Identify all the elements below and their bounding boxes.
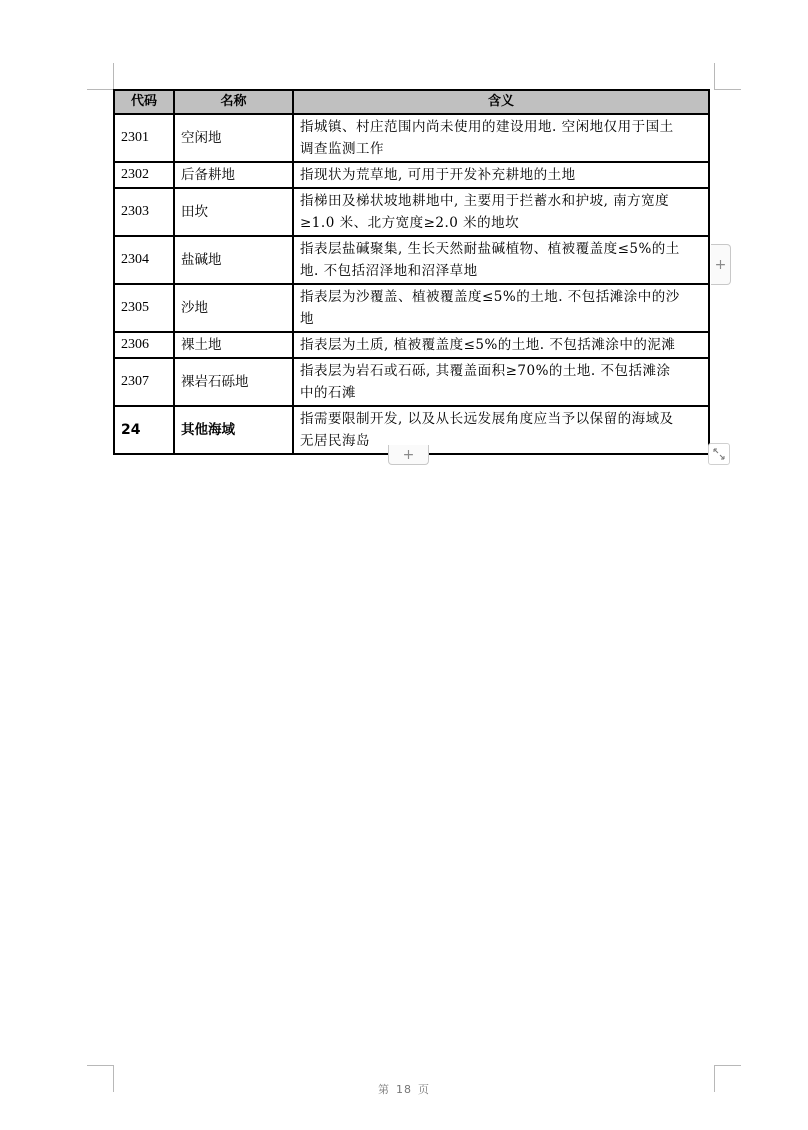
meaning-line: 指梯田及梯状坡地耕地中, 主要用于拦蓄水和护坡, 南方宽度 <box>300 193 670 209</box>
cell-meaning[interactable] <box>293 114 709 162</box>
cell-name[interactable]: 后备耕地 <box>174 162 293 188</box>
cell-name[interactable]: 裸土地 <box>174 332 293 358</box>
cell-code[interactable]: 24 <box>114 406 174 454</box>
add-column-button[interactable] <box>711 244 731 285</box>
header-code[interactable]: 代码 <box>114 90 174 114</box>
add-row-button[interactable] <box>388 445 429 465</box>
page-footer <box>0 1081 808 1097</box>
meaning-line: 指表层为沙覆盖、植被覆盖度≤5%的土地. 不包括滩涂中的沙 <box>300 289 680 305</box>
table-row <box>114 284 709 332</box>
table-header-row <box>114 90 709 114</box>
cell-code[interactable]: 2305 <box>114 284 174 332</box>
meaning-line: 指表层为岩石或石砾, 其覆盖面积≥70%的土地. 不包括滩涂 <box>300 363 671 379</box>
resize-diagonal-icon <box>709 444 729 464</box>
table-row <box>114 236 709 284</box>
land-use-table[interactable] <box>113 89 710 455</box>
cell-code[interactable]: 2306 <box>114 332 174 358</box>
cell-meaning[interactable] <box>293 236 709 284</box>
cell-code[interactable]: 2301 <box>114 114 174 162</box>
cell-meaning[interactable] <box>293 188 709 236</box>
page-number: 18 <box>396 1083 412 1096</box>
page-suffix: 页 <box>418 1083 430 1096</box>
plus-icon: + <box>714 256 727 273</box>
header-name[interactable]: 名称 <box>174 90 293 114</box>
cell-code[interactable]: 2307 <box>114 358 174 406</box>
cell-meaning[interactable] <box>293 162 709 188</box>
crop-mark-top-left <box>87 63 114 90</box>
cell-name[interactable]: 沙地 <box>174 284 293 332</box>
cell-name[interactable]: 裸岩石砾地 <box>174 358 293 406</box>
table-row <box>114 114 709 162</box>
meaning-line: 地 <box>300 311 314 327</box>
cell-code[interactable]: 2304 <box>114 236 174 284</box>
meaning-line: 指需要限制开发, 以及从长远发展角度应当予以保留的海域及 <box>300 411 674 427</box>
table-row <box>114 188 709 236</box>
meaning-line: ≥1.0 米、北方宽度≥2.0 米的地坎 <box>300 215 520 231</box>
cell-name[interactable]: 盐碱地 <box>174 236 293 284</box>
header-meaning[interactable]: 含义 <box>293 90 709 114</box>
cell-meaning[interactable] <box>293 358 709 406</box>
page-prefix: 第 <box>378 1083 390 1096</box>
cell-name[interactable]: 空闲地 <box>174 114 293 162</box>
meaning-line: 指表层为土质, 植被覆盖度≤5%的土地. 不包括滩涂中的泥滩 <box>300 337 676 353</box>
meaning-line: 地. 不包括沼泽地和沼泽草地 <box>300 263 478 279</box>
meaning-line: 调查监测工作 <box>300 141 384 157</box>
cell-name[interactable]: 其他海域 <box>174 406 293 454</box>
meaning-line: 指表层盐碱聚集, 生长天然耐盐碱植物、植被覆盖度≤5%的土 <box>300 241 680 257</box>
cell-meaning[interactable] <box>293 332 709 358</box>
table-row <box>114 358 709 406</box>
meaning-line: 无居民海岛 <box>300 433 370 449</box>
meaning-line: 指城镇、村庄范围内尚未使用的建设用地. 空闲地仅用于国土 <box>300 119 674 135</box>
cell-name[interactable]: 田坎 <box>174 188 293 236</box>
plus-icon: + <box>402 446 415 463</box>
cell-code[interactable]: 2303 <box>114 188 174 236</box>
crop-mark-top-right <box>714 63 741 90</box>
table-row <box>114 162 709 188</box>
meaning-line: 中的石滩 <box>300 385 356 401</box>
table-row <box>114 332 709 358</box>
meaning-line: 指现状为荒草地, 可用于开发补充耕地的土地 <box>300 167 576 183</box>
table-resize-handle[interactable] <box>708 443 730 465</box>
cell-meaning[interactable] <box>293 406 709 454</box>
cell-code[interactable]: 2302 <box>114 162 174 188</box>
cell-meaning[interactable] <box>293 284 709 332</box>
